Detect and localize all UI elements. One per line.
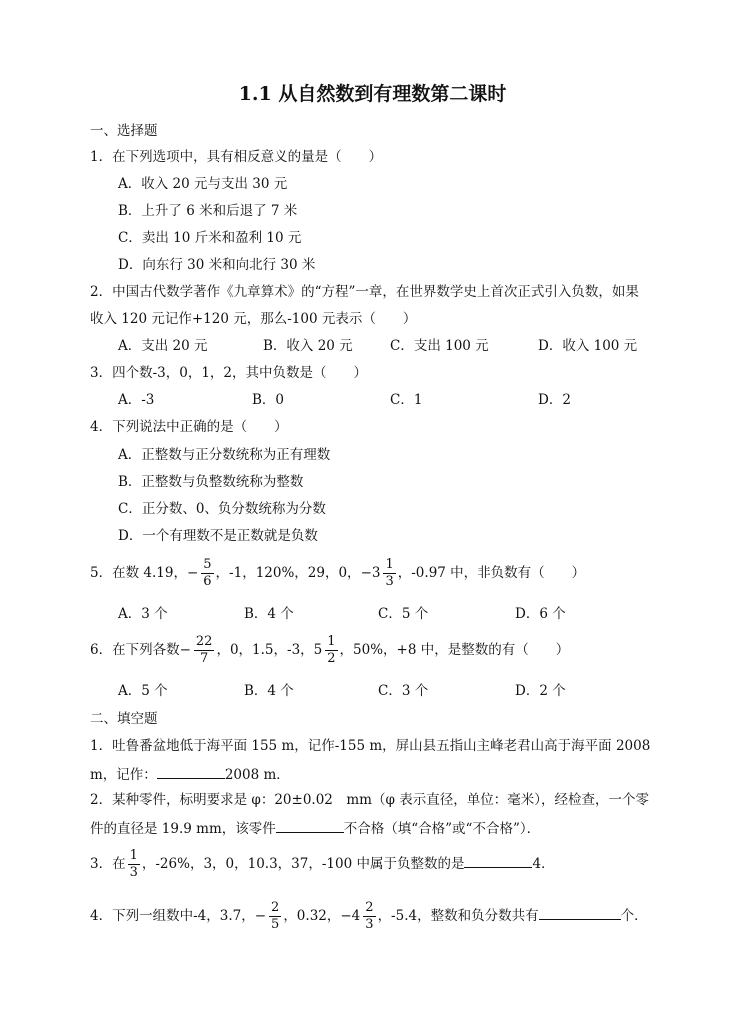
fraction-denominator: 5 [271, 917, 280, 932]
fill-4-line [90, 898, 648, 934]
fill-4-text-pre: 4．下列一组数中-4，3.7， [90, 908, 255, 924]
mixed-number-integer: 5 [313, 642, 323, 658]
fraction-denominator: 2 [327, 651, 336, 666]
question-5-text-post: ，-0.97 中，非负数有（ ） [397, 565, 586, 581]
minus-sign: − [179, 642, 191, 658]
question-4-option-d: D．一个有理数不是正数就是负数 [118, 528, 318, 544]
answer-blank[interactable] [276, 818, 344, 833]
fill-4-text-post: 个． [620, 908, 648, 924]
page-title: 1.1 从自然数到有理数第二课时 [238, 83, 507, 105]
question-6-option-c: C．3 个 [378, 683, 429, 699]
fraction-denominator: 3 [365, 917, 374, 932]
fraction [269, 900, 281, 933]
fraction-numerator: 2 [271, 900, 280, 915]
question-5-text-pre: 5．在数 4.19， [90, 565, 187, 581]
question-5-text-mid: ，-1，120%，29，0， [215, 565, 361, 581]
fill-3-text-pre: 3．在 [90, 856, 126, 872]
question-1-option-b: B．上升了 6 米和后退了 7 米 [118, 203, 298, 219]
answer-blank[interactable] [157, 764, 225, 779]
question-2-option-b: B．收入 20 元 [263, 338, 353, 354]
question-3-option-c: C．1 [390, 392, 423, 408]
question-1-option-a: A．收入 20 元与支出 30 元 [118, 176, 288, 192]
question-4-stem: 4．下列说法中正确的是（ ） [90, 419, 288, 435]
fill-4-text-mid2: ，-5.4，整数和负分数共有 [377, 908, 539, 924]
minus-sign: − [254, 908, 267, 924]
question-1-option-d: D．向东行 30 米和向北行 30 米 [118, 257, 316, 273]
question-1-stem: 1．在下列选项中，具有相反意义的量是（ ） [90, 149, 383, 165]
section-heading-choice: 一、选择题 [90, 123, 158, 139]
fill-3-text-mid: ，-26%，3，0，10.3，37，-100 中属于负整数的是 [141, 856, 465, 872]
question-2-option-d: D．收入 100 元 [538, 338, 638, 354]
question-6-option-d: D．2 个 [515, 683, 566, 699]
fill-1-line2 [90, 764, 290, 784]
answer-blank[interactable] [464, 853, 532, 868]
section-heading-fill: 二、填空题 [90, 711, 158, 727]
question-5-option-b: B．4 个 [244, 606, 294, 622]
fraction-numerator: 1 [129, 848, 138, 863]
question-6-stem [90, 632, 569, 668]
mixed-number-integer: −3 [360, 565, 381, 581]
fraction-numerator: 1 [385, 557, 394, 572]
fraction [363, 900, 375, 933]
question-6-text-pre: 6．在下列各数 [90, 642, 180, 658]
question-3-stem: 3．四个数-3，0，1，2，其中负数是（ ） [90, 365, 368, 381]
question-4-option-c: C．正分数、0、负分数统称为分数 [118, 501, 326, 517]
fraction-denominator: 3 [385, 574, 394, 589]
fill-2-text-post: 不合格（填“合格”或“不合格”）． [343, 821, 541, 837]
question-2-option-a: A．支出 20 元 [118, 338, 208, 354]
question-5-option-d: D．6 个 [515, 606, 566, 622]
fraction-denominator: 7 [200, 651, 209, 666]
question-6-option-b: B．4 个 [244, 683, 294, 699]
question-1-option-c: C．卖出 10 斤米和盈利 10 元 [118, 230, 302, 246]
fill-3-text-post: 4． [532, 856, 555, 872]
question-6-option-a: A．5 个 [118, 683, 168, 699]
fraction [325, 634, 337, 667]
fraction-numerator: 2 [365, 900, 374, 915]
fraction-numerator: 22 [195, 634, 213, 649]
question-5-stem [90, 555, 585, 591]
fraction-denominator: 3 [129, 865, 138, 880]
question-2-stem-line1: 2．中国古代数学著作《九章算术》的“方程”一章，在世界数学史上首次正式引入负数，如果 [90, 284, 639, 300]
mixed-number-integer: −4 [340, 908, 361, 924]
question-6-text-mid: ，0，1.5，-3， [216, 642, 314, 658]
question-5-option-c: C．5 个 [378, 606, 429, 622]
question-3-option-b: B．0 [252, 392, 285, 408]
fraction-numerator: 5 [203, 557, 212, 572]
question-2-stem-line2: 收入 120 元记作+120 元，那么-100 元表示（ ） [90, 311, 417, 327]
fill-1-line1: 1．吐鲁番盆地低于海平面 155 m，记作-155 m，屏山县五指山主峰老君山高于海平面 2008 [90, 738, 651, 754]
answer-blank[interactable] [539, 905, 621, 920]
fill-3-line [90, 846, 555, 882]
question-2-option-c: C．支出 100 元 [390, 338, 489, 354]
minus-sign: − [186, 565, 199, 581]
fraction [128, 848, 140, 881]
fraction [194, 634, 215, 667]
question-5-option-a: A．3 个 [118, 606, 168, 622]
fill-4-text-mid: ，0.32， [283, 908, 341, 924]
fraction [201, 557, 213, 590]
fill-2-text-pre: 件的直径是 19.9 mm，该零件 [90, 821, 276, 837]
fill-2-line2 [90, 818, 540, 838]
fraction-numerator: 1 [327, 634, 336, 649]
fill-1-text-pre: m，记作： [90, 767, 157, 783]
question-4-option-b: B．正整数与负整数统称为整数 [118, 474, 304, 490]
fraction [383, 557, 395, 590]
question-6-text-post: ，50%，+8 中，是整数的有（ ） [339, 642, 570, 658]
fill-2-line1: 2．某种零件，标明要求是 φ：20±0.02 mm（φ 表示直径，单位：毫米），经检查，一个零 [90, 792, 649, 808]
question-4-option-a: A．正整数与正分数统称为正有理数 [118, 447, 331, 463]
fraction-denominator: 6 [203, 574, 212, 589]
question-3-option-d: D．2 [538, 392, 571, 408]
fill-1-text-post: 2008 m． [224, 767, 290, 783]
question-3-option-a: A．-3 [118, 392, 155, 408]
